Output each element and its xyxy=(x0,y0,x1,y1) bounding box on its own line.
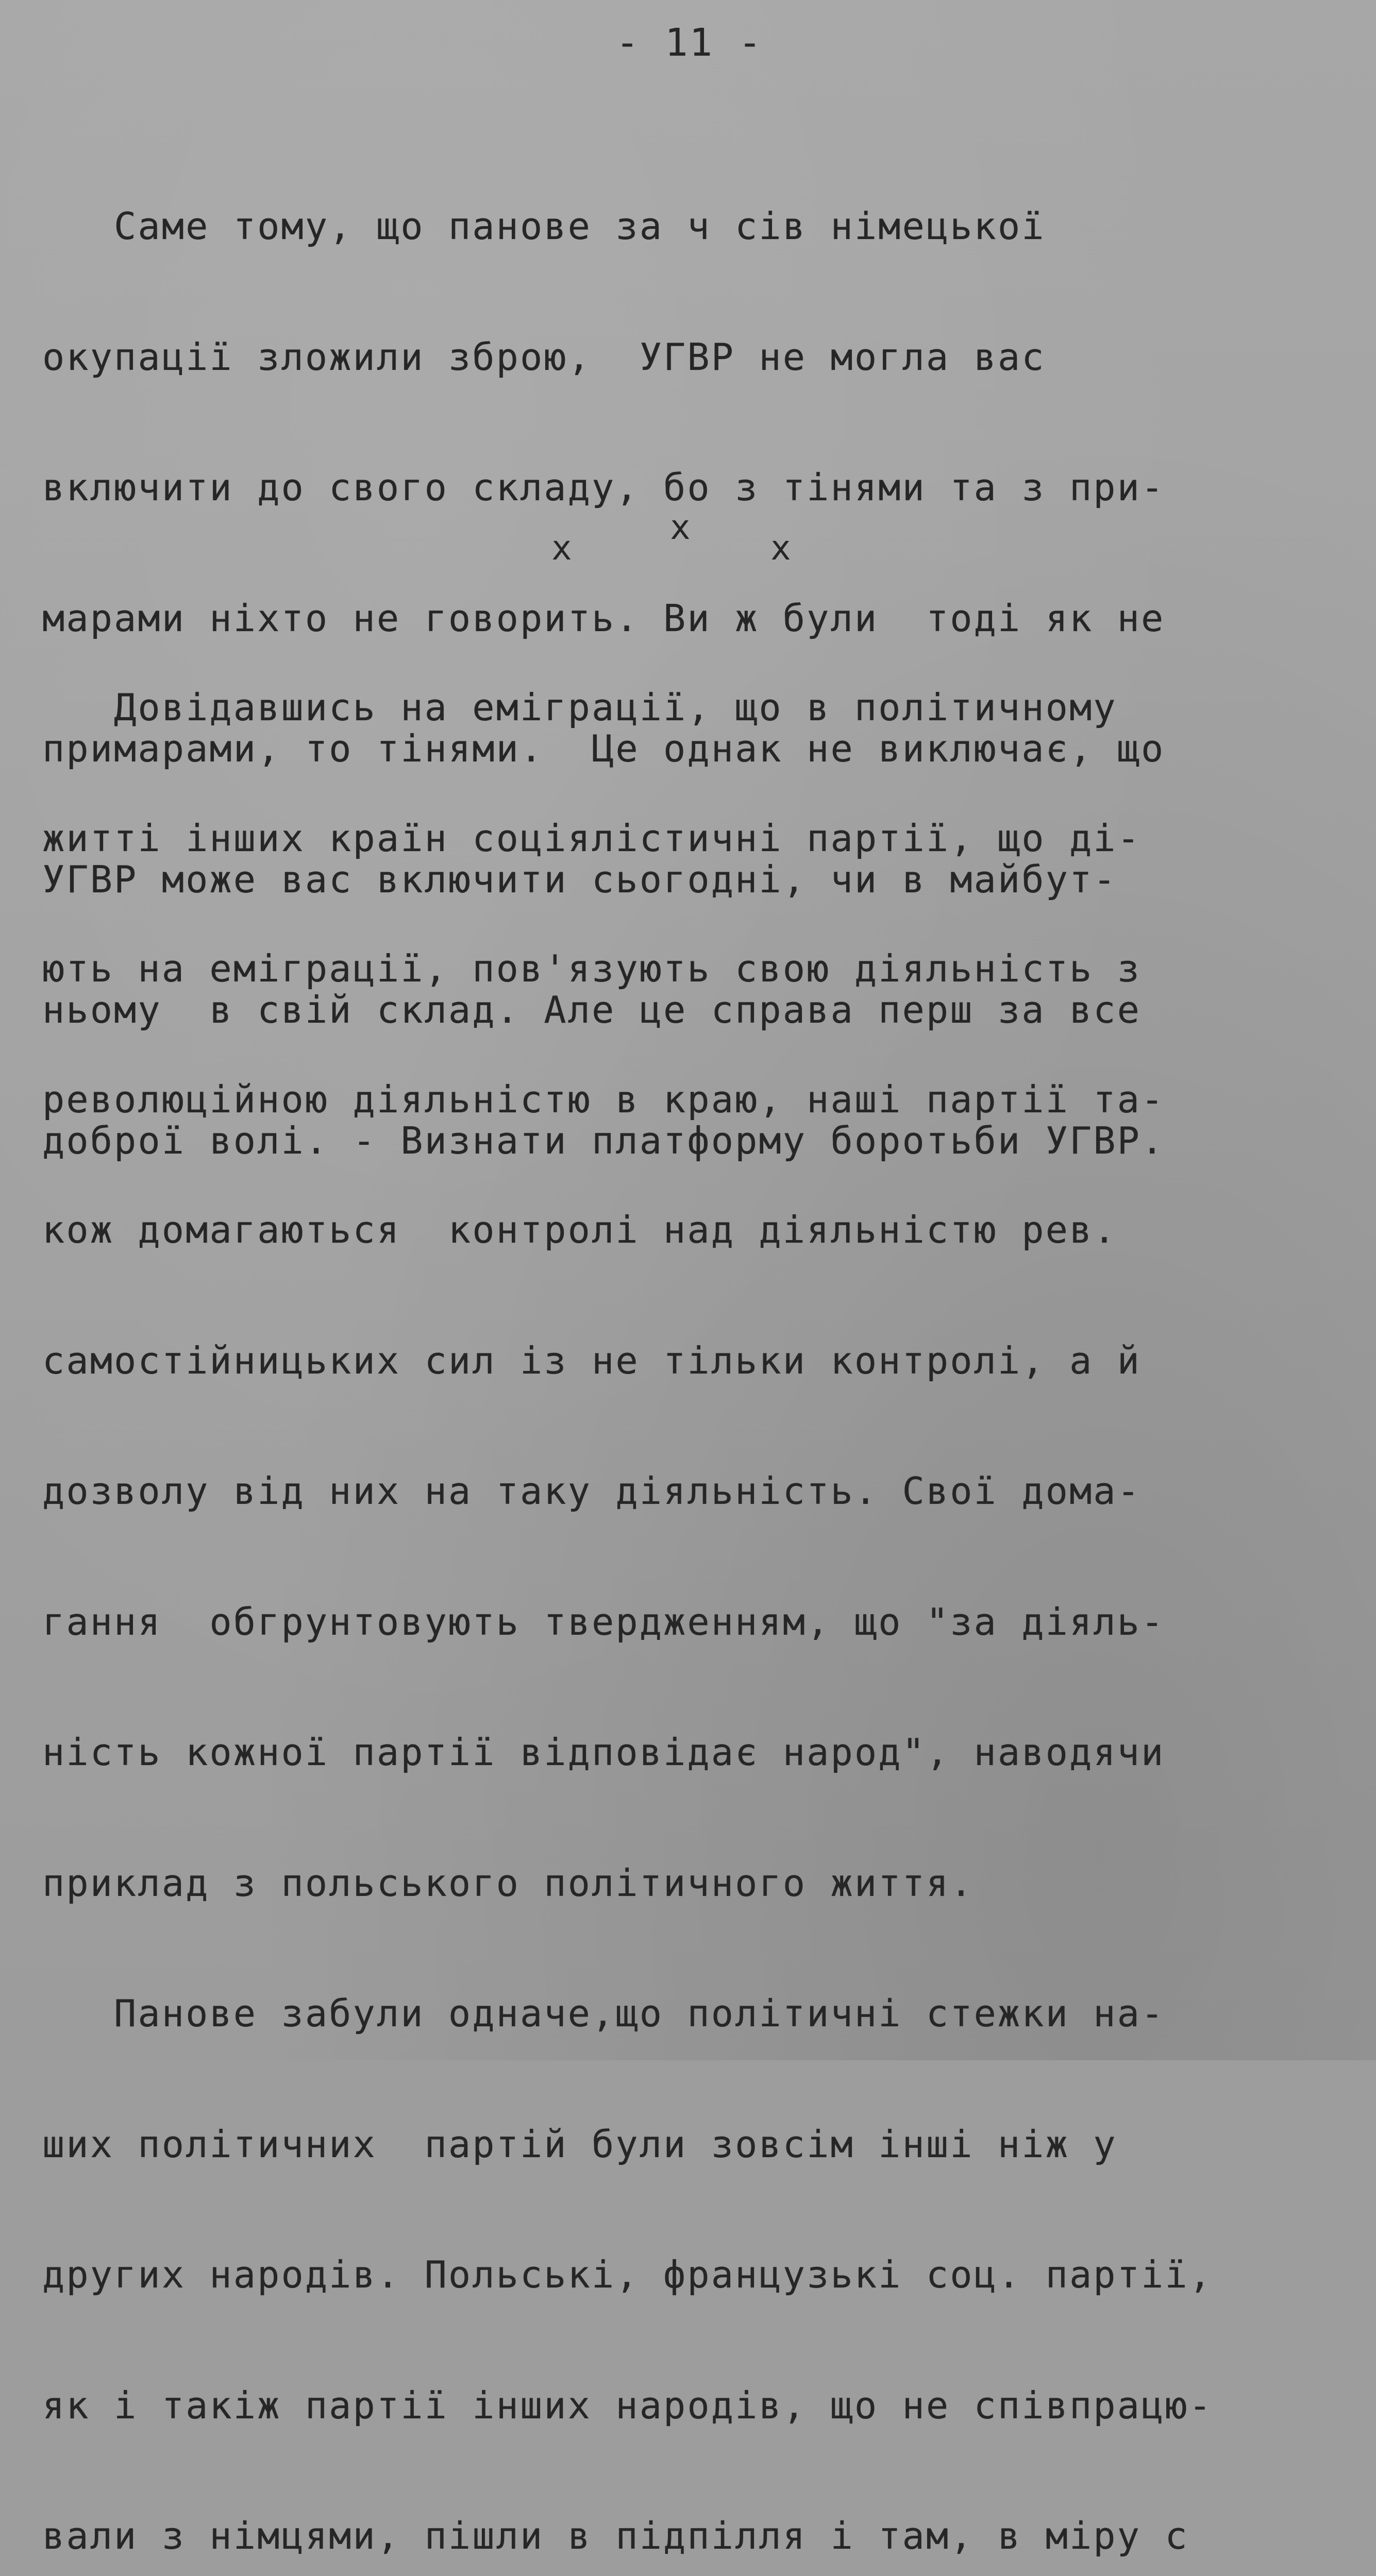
text-line: вали з німцями, пішли в підпілля і там, в міру с xyxy=(42,2514,1189,2557)
section-separator xyxy=(551,507,819,568)
text-line: Саме тому, що панове за ч сів німецької xyxy=(42,205,1046,248)
text-line: окупації зложили зброю, УГВР не могла вас xyxy=(42,335,1046,379)
text-line: самостійницьких сил із не тільки контролі, а й xyxy=(42,1338,1141,1382)
text-line: дозволу від них на таку діяльність. Свої дома- xyxy=(42,1469,1141,1513)
text-line: Довідавшись на еміграції, що в політичному xyxy=(42,686,1117,729)
text-line: революційною діяльністю в краю, наші партії та- xyxy=(42,1077,1165,1121)
text-line: примарами, то тінями. Це однак не виключає, що xyxy=(42,727,1165,770)
text-line: житті інших країн соціялістичні партії, що ді- xyxy=(42,816,1141,860)
text-line: УГВР може вас включити сьогодні, чи в майбут- xyxy=(42,857,1117,901)
page-number: - 11 - xyxy=(616,21,763,65)
text-line: других народів. Польські, французькі соц. партії, xyxy=(42,2253,1213,2296)
text-line: ність кожної партії відповідає народ", наводячи xyxy=(42,1731,1165,1774)
text-line: ють на еміграції, пов'язують свою діяльність з xyxy=(42,947,1141,990)
paragraph-block-2 xyxy=(42,596,1236,2576)
text-line: ших політичних партій були зовсім інші ніж у xyxy=(42,2122,1117,2166)
text-line: Панове забули одначе,що політичні стежки на- xyxy=(42,1992,1165,2035)
text-line: як і такіж партії інших народів, що не співпрацю- xyxy=(42,2383,1213,2427)
separator-mark: x xyxy=(770,528,791,568)
text-line: включити до свого складу, бо з тінями та з при- xyxy=(42,466,1165,509)
separator-mark: x xyxy=(670,507,691,547)
separator-mark: x xyxy=(551,528,572,568)
text-line: кож домагаються контролі над діяльністю рев. xyxy=(42,1208,1117,1251)
text-line: ньому в свій склад. Але це справа перш за все xyxy=(42,988,1141,1031)
text-line: марами ніхто не говорить. Ви ж були тоді як не xyxy=(42,596,1165,640)
text-line: доброї волі. - Визнати платформу боротьби УГВР. xyxy=(42,1118,1165,1162)
text-line: приклад з польського політичного життя. xyxy=(42,1861,974,1905)
text-line: гання обгрунтовують твердженням, що "за діяль- xyxy=(42,1600,1165,1643)
